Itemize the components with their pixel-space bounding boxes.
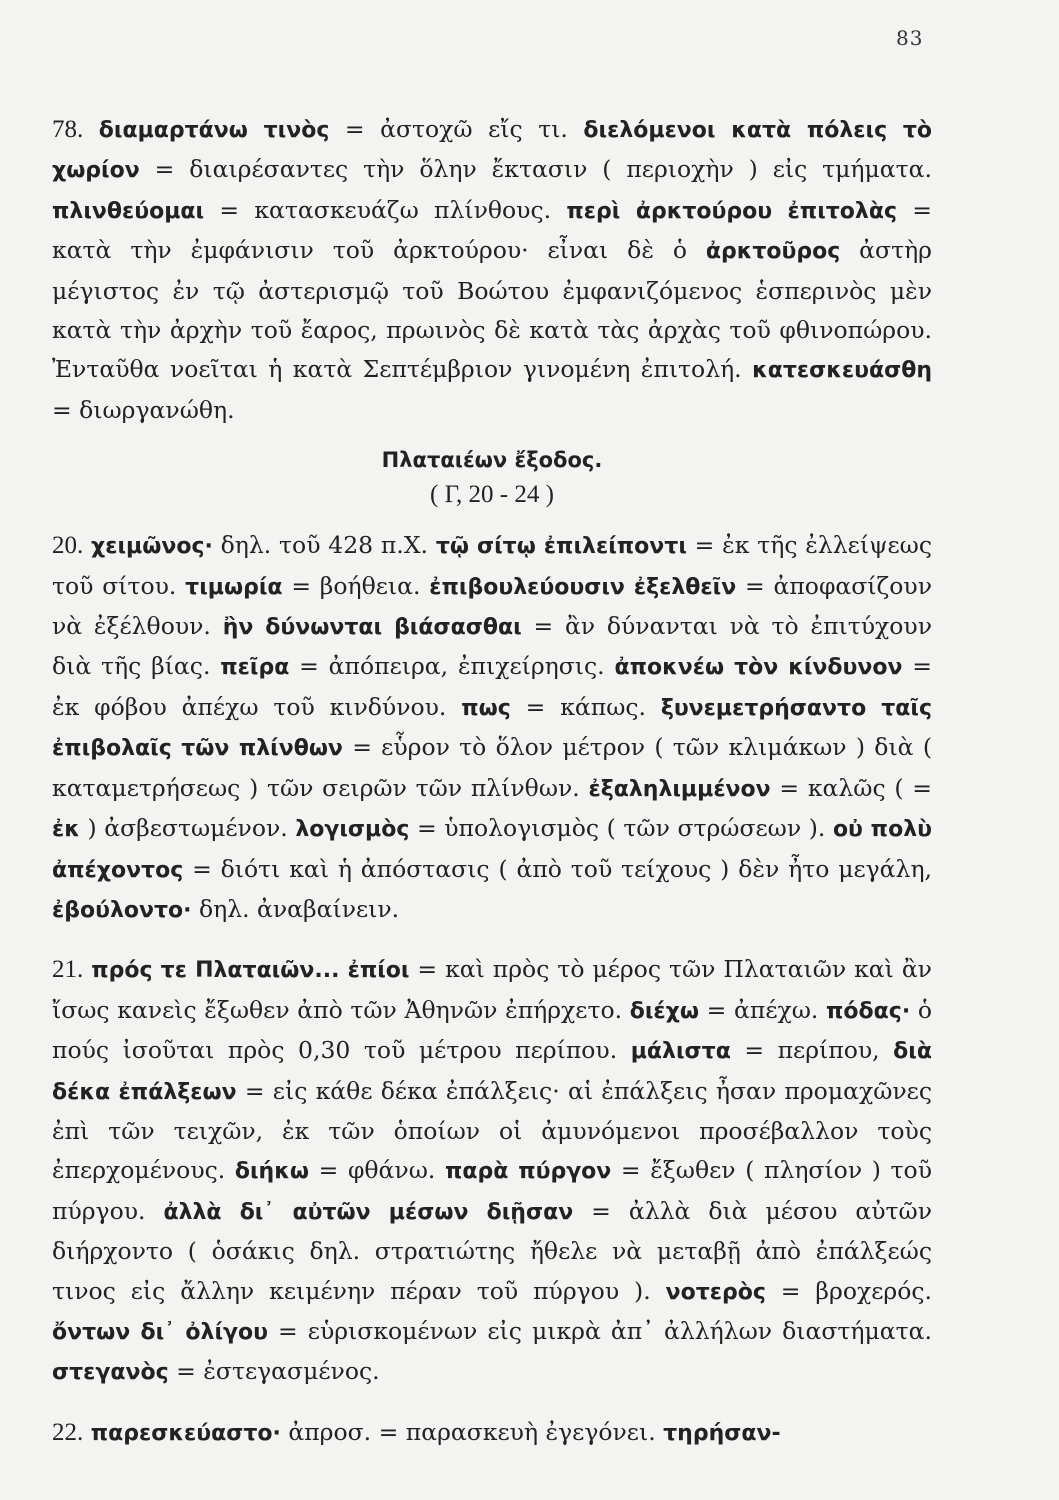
lemma-term: πεῖρα: [220, 655, 290, 681]
paragraph-78: [52, 110, 932, 430]
gloss-text: = καὶ πρὸς τὸ μέρος τῶν Πλαταιῶν καὶ ἂν ἴσως κανεὶς ἔξωθεν ἀπὸ τῶν Ἀθηνῶν ἐπήρχετο.: [52, 955, 932, 1024]
lemma-term: παρεσκεύαστο·: [90, 1420, 281, 1446]
paragraph-22: [52, 1413, 932, 1453]
lemma-term: τηρήσαν-: [663, 1420, 781, 1446]
lemma-term: κατεσκευάσθη: [752, 358, 932, 384]
lemma-term: χειμῶνος·: [91, 534, 213, 560]
lemma-term: ὄντων δι᾽ ὀλίγου: [52, 1319, 268, 1345]
gloss-text: = βοήθεια.: [282, 571, 430, 600]
gloss-text: = ὑπολογισμὸς ( τῶν στρώσεων ).: [409, 814, 833, 843]
lemma-term: πλινθεύομαι: [52, 198, 205, 224]
paragraph-20: [52, 526, 932, 930]
gloss-text: = ἀπέχω.: [699, 995, 827, 1024]
paragraph-number: 20.: [52, 532, 84, 560]
paragraph-21: [52, 950, 932, 1392]
lemma-term: στεγανὸς: [52, 1360, 169, 1386]
gloss-text: = φθάνω.: [308, 1156, 445, 1185]
lemma-term: τιμωρία: [185, 574, 283, 600]
lemma-term: μάλιστα: [630, 1039, 731, 1065]
paragraph-number: 22.: [52, 1418, 84, 1446]
lemma-term: οὐ πολὺ ἀπέχοντος: [52, 817, 932, 883]
gloss-text: = εἰς κάθε δέκα ἐπάλξεις· αἱ ἐπάλξεις ἦσαν προμαχῶνες ἐπὶ τῶν τειχῶν, ἐκ τῶν ὁποίων οἱ ἀμυνόμενοι προσέβαλλον τοὺς ἐπερχομένους.: [52, 1076, 932, 1185]
lemma-term: λογισμὸς: [295, 817, 410, 843]
gloss-text: ἀστὴρ μέγιστος ἐν τῷ ἀστερισμῷ τοῦ Βοώτου ἐμφανιζόμενος ἑσπερινὸς μὲν κατὰ τὴν ἀρχὴν τοῦ ἔαρος, πρωινὸς δὲ κατὰ τὰς ἀρχὰς τοῦ φθινοπώρου. Ἐνταῦθα νοεῖται ἡ κατὰ Σεπτέμβριον γινομένη ἐπιτολή.: [52, 236, 932, 384]
gloss-text: = κατὰ τὴν ἐμφάνισιν τοῦ ἀρκτούρου· εἶναι δὲ ὁ: [52, 195, 932, 265]
gloss-text: = ἀλλὰ διὰ μέσου αὐτῶν διήρχοντο ( ὁσάκις δηλ. στρατιώτης ἤθελε νὰ μεταβῇ ἀπὸ ἐπάλξεώς τινος εἰς ἄλλην κειμένην πέραν τοῦ πύργου ).: [52, 1196, 933, 1305]
lemma-term: ἢν δύνωνται βιάσασθαι: [222, 615, 522, 641]
lemma-term: ἐπιβουλεύουσιν ἐξελθεῖν: [429, 574, 737, 600]
gloss-text: = ἔξωθεν ( πλησίον ) τοῦ πύργου.: [52, 1156, 932, 1225]
paragraph-text: [52, 955, 932, 1385]
lemma-term: ξυνεμετρήσαντο ταῖς ἐπιβολαῖς τῶν πλίνθων: [52, 695, 932, 762]
gloss-text: δηλ. τοῦ 428 π.Χ.: [212, 531, 436, 560]
gloss-text: = ἀστοχῶ εἴς τι.: [329, 115, 584, 143]
lemma-term: ἐκ: [52, 817, 80, 843]
lemma-term: διήκω: [234, 1159, 309, 1185]
gloss-text: = εὗρον τὸ ὅλον μέτρον ( τῶν κλιμάκων ) διὰ ( καταμετρήσεως ) τῶν σειρῶν τῶν πλίνθων.: [52, 733, 932, 802]
gloss-text: = κάπως.: [510, 692, 661, 721]
gloss-text: = ἐκ φόβου ἀπέχω τοῦ κινδύνου.: [52, 652, 932, 721]
lemma-term: ἐξαληλιμμένον: [588, 776, 771, 802]
paragraph-number: 78.: [52, 116, 84, 143]
paragraph-number: 21.: [52, 956, 84, 984]
gloss-text: = καλῶς ( =: [770, 773, 932, 802]
lemma-term: ἀποκνέω τὸν κίνδυνον: [614, 655, 903, 681]
paragraph-text: [52, 115, 932, 424]
gloss-text: = ἀπόπειρα, ἐπιχείρησις.: [289, 652, 615, 681]
lemma-term: πόδας·: [826, 998, 911, 1024]
lemma-term: πρός τε Πλαταιῶν... ἐπίοι: [91, 958, 410, 984]
page-content: [52, 110, 932, 1453]
gloss-text: = διότι καὶ ἡ ἀπόστασις ( ἀπὸ τοῦ τείχους ) δὲν ἦτο μεγάλη,: [183, 854, 932, 883]
gloss-text: ) ἀσβεστωμένον.: [79, 814, 296, 843]
lemma-term: διελόμενοι κατὰ πόλεις τὸ χωρίον: [52, 118, 932, 184]
paragraph-text: [52, 531, 932, 923]
gloss-text: = βροχερός.: [765, 1276, 932, 1305]
section-heading: Πλαταιέων ἔξοδος.: [381, 448, 603, 473]
lemma-term: περὶ ἀρκτούρου ἐπιτολὰς: [566, 198, 897, 224]
lemma-term: τῷ σίτῳ ἐπιλείποντι: [435, 534, 687, 560]
paragraph-text: [91, 1418, 781, 1446]
lemma-term: διέχω: [629, 998, 699, 1024]
lemma-term: ἐβούλοντο·: [52, 897, 192, 923]
lemma-term: διαμαρτάνω τινὸς: [98, 118, 330, 143]
gloss-text: = ἂν δύνανται νὰ τὸ ἐπιτύχουν διὰ τῆς βίας.: [52, 612, 932, 681]
gloss-text: = διωργανώθη.: [52, 395, 235, 424]
gloss-text: ὁ πούς ἰσοῦται πρὸς 0,30 τοῦ μέτρου περίπου.: [52, 995, 932, 1065]
gloss-text: = ἐστεγασμένος.: [168, 1357, 380, 1386]
lemma-term: νοτερὸς: [665, 1279, 766, 1305]
gloss-text: ἀπροσ. = παρασκευὴ ἐγεγόνει.: [280, 1417, 664, 1446]
lemma-term: παρὰ πύργον: [444, 1159, 612, 1185]
lemma-term: ἀρκτοῦρος: [705, 239, 841, 265]
gloss-text: = ἀποφασίζουν νὰ ἐξέλθουν.: [52, 571, 932, 641]
gloss-text: = εὑρισκομένων εἰς μικρὰ ἀπ᾽ ἀλλήλων διαστήματα.: [267, 1316, 932, 1345]
lemma-term: διὰ δέκα ἐπάλξεων: [52, 1039, 932, 1105]
gloss-text: = ἐκ τῆς ἐλλείψεως τοῦ σίτου.: [52, 531, 932, 600]
gloss-text: = κατασκευάζω πλίνθους.: [204, 195, 567, 224]
lemma-term: πως: [461, 695, 511, 721]
gloss-text: = περίπου,: [730, 1036, 894, 1065]
gloss-text: δηλ. ἀναβαίνειν.: [191, 894, 400, 923]
gloss-text: = διαιρέσαντες τὴν ὅλην ἔκτασιν ( περιοχὴν ) εἰς τμήματα.: [139, 155, 932, 184]
page-number: 83: [896, 26, 924, 50]
section-reference: ( Γ, 20 - 24 ): [430, 481, 554, 509]
lemma-term: ἀλλὰ δι᾽ αὐτῶν μέσων διῇσαν: [163, 1199, 574, 1225]
